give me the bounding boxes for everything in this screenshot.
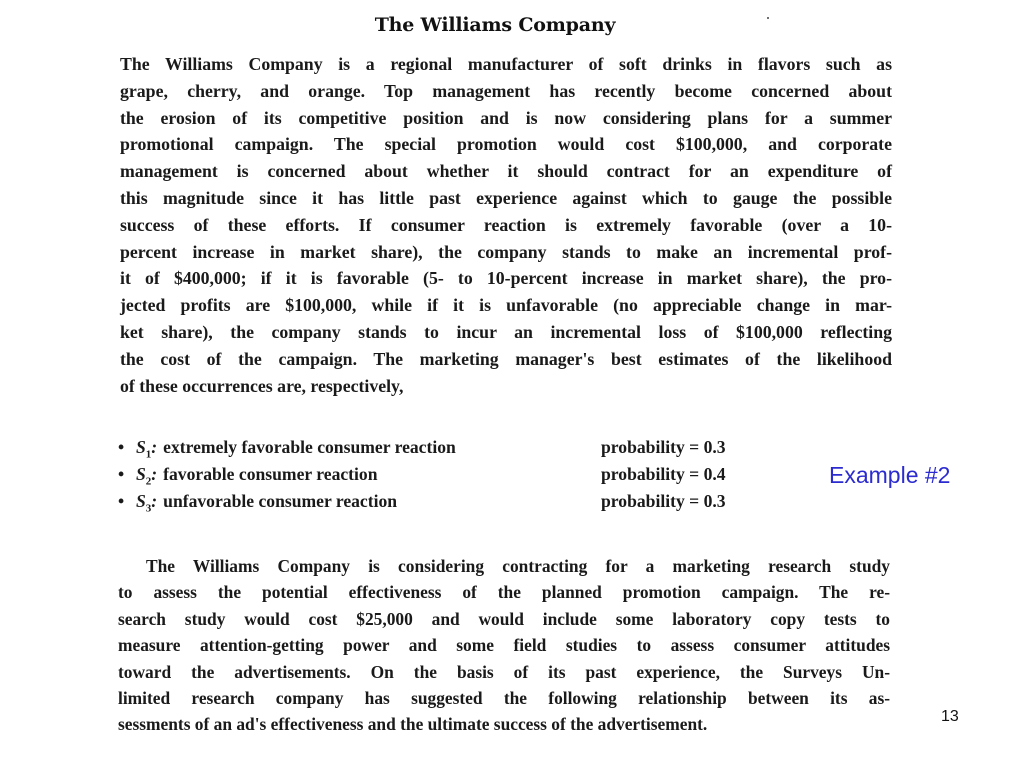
example-label: Example #2 (829, 462, 951, 488)
scenario-probability: probability = 0.4 (601, 464, 726, 484)
document-title: The Williams Company (374, 14, 616, 36)
paragraph-line: jected profits are $100,000, while if it is unfavorable (no appreciable change in mar- (120, 295, 892, 316)
paragraph-line: measure attention-getting power and some field studies to assess consumer attitudes (118, 635, 890, 656)
scenario-list (118, 434, 778, 515)
scan-speck (767, 17, 769, 19)
symbol-letter: S (136, 491, 146, 511)
scenario-description: extremely favorable consumer reaction (163, 437, 456, 457)
symbol-index: 2 (145, 475, 152, 488)
paragraph-line: management is concerned about whether it should contract for an expenditure of (120, 161, 892, 182)
bullet: • (118, 491, 125, 511)
paragraph-line: The Williams Company is a regional manufacturer of soft drinks in flavors such as (120, 54, 892, 74)
paragraph-line: ket share), the company stands to incur an incremental loss of $100,000 reflecting (120, 321, 892, 342)
intro-paragraph (120, 51, 892, 399)
paragraph-line: of these occurrences are, respectively, (120, 375, 404, 396)
paragraph-line: to assess the potential effectiveness of the planned promotion campaign. The re- (118, 582, 890, 603)
scenario-description: favorable consumer reaction (163, 464, 378, 484)
paragraph-line: promotional campaign. The special promotion would cost $100,000, and corporate (120, 134, 892, 155)
scenario-item-s3 (118, 488, 778, 515)
scenario-item-s1 (118, 434, 778, 461)
paragraph-line: the erosion of its competitive position and is now considering plans for a summer (120, 107, 892, 128)
bullet: • (118, 464, 125, 484)
paragraph-line: The Williams Company is considering contracting for a marketing research study (146, 556, 890, 576)
paragraph-line: grape, cherry, and orange. Top management has recently become concerned about (120, 80, 892, 101)
scenario-probability: probability = 0.3 (601, 491, 726, 511)
scenario-item-s2 (118, 461, 778, 488)
paragraph-line: it of $400,000; if it is favorable (5- to 10-percent increase in market share), the pro- (120, 268, 892, 289)
paragraph-line: limited research company has suggested the following relationship between its as- (118, 687, 890, 708)
bullet: • (118, 437, 125, 457)
scenario-symbol: $S_1$: (136, 437, 158, 461)
paragraph-line: search study would cost $25,000 and would include some laboratory copy tests to (118, 608, 890, 629)
paragraph-line: the cost of the campaign. The marketing manager's best estimates of the likelihood (120, 348, 892, 369)
paragraph-line: success of these efforts. If consumer reaction is extremely favorable (over a 10- (120, 214, 892, 235)
paragraph-line: toward the advertisements. On the basis of its past experience, the Surveys Un- (118, 661, 890, 682)
paragraph-line: sessments of an ad's effectiveness and the ultimate success of the advertisement. (118, 714, 708, 735)
paragraph-line: this magnitude since it has little past experience against which to gauge the possible (120, 187, 892, 208)
symbol-letter: S (136, 464, 146, 484)
scenario-symbol: $S_2$: (136, 464, 158, 488)
paragraph-line: percent increase in market share), the company stands to make an incremental prof- (120, 241, 892, 262)
scenario-description: unfavorable consumer reaction (163, 491, 398, 511)
page-number: 13 (941, 708, 959, 725)
symbol-index: 1 (145, 448, 152, 461)
symbol-letter: S (136, 437, 146, 457)
scenario-symbol: $S_3$: (136, 491, 158, 515)
symbol-index: 3 (145, 502, 152, 515)
research-paragraph (118, 553, 890, 738)
scenario-probability: probability = 0.3 (601, 437, 726, 457)
